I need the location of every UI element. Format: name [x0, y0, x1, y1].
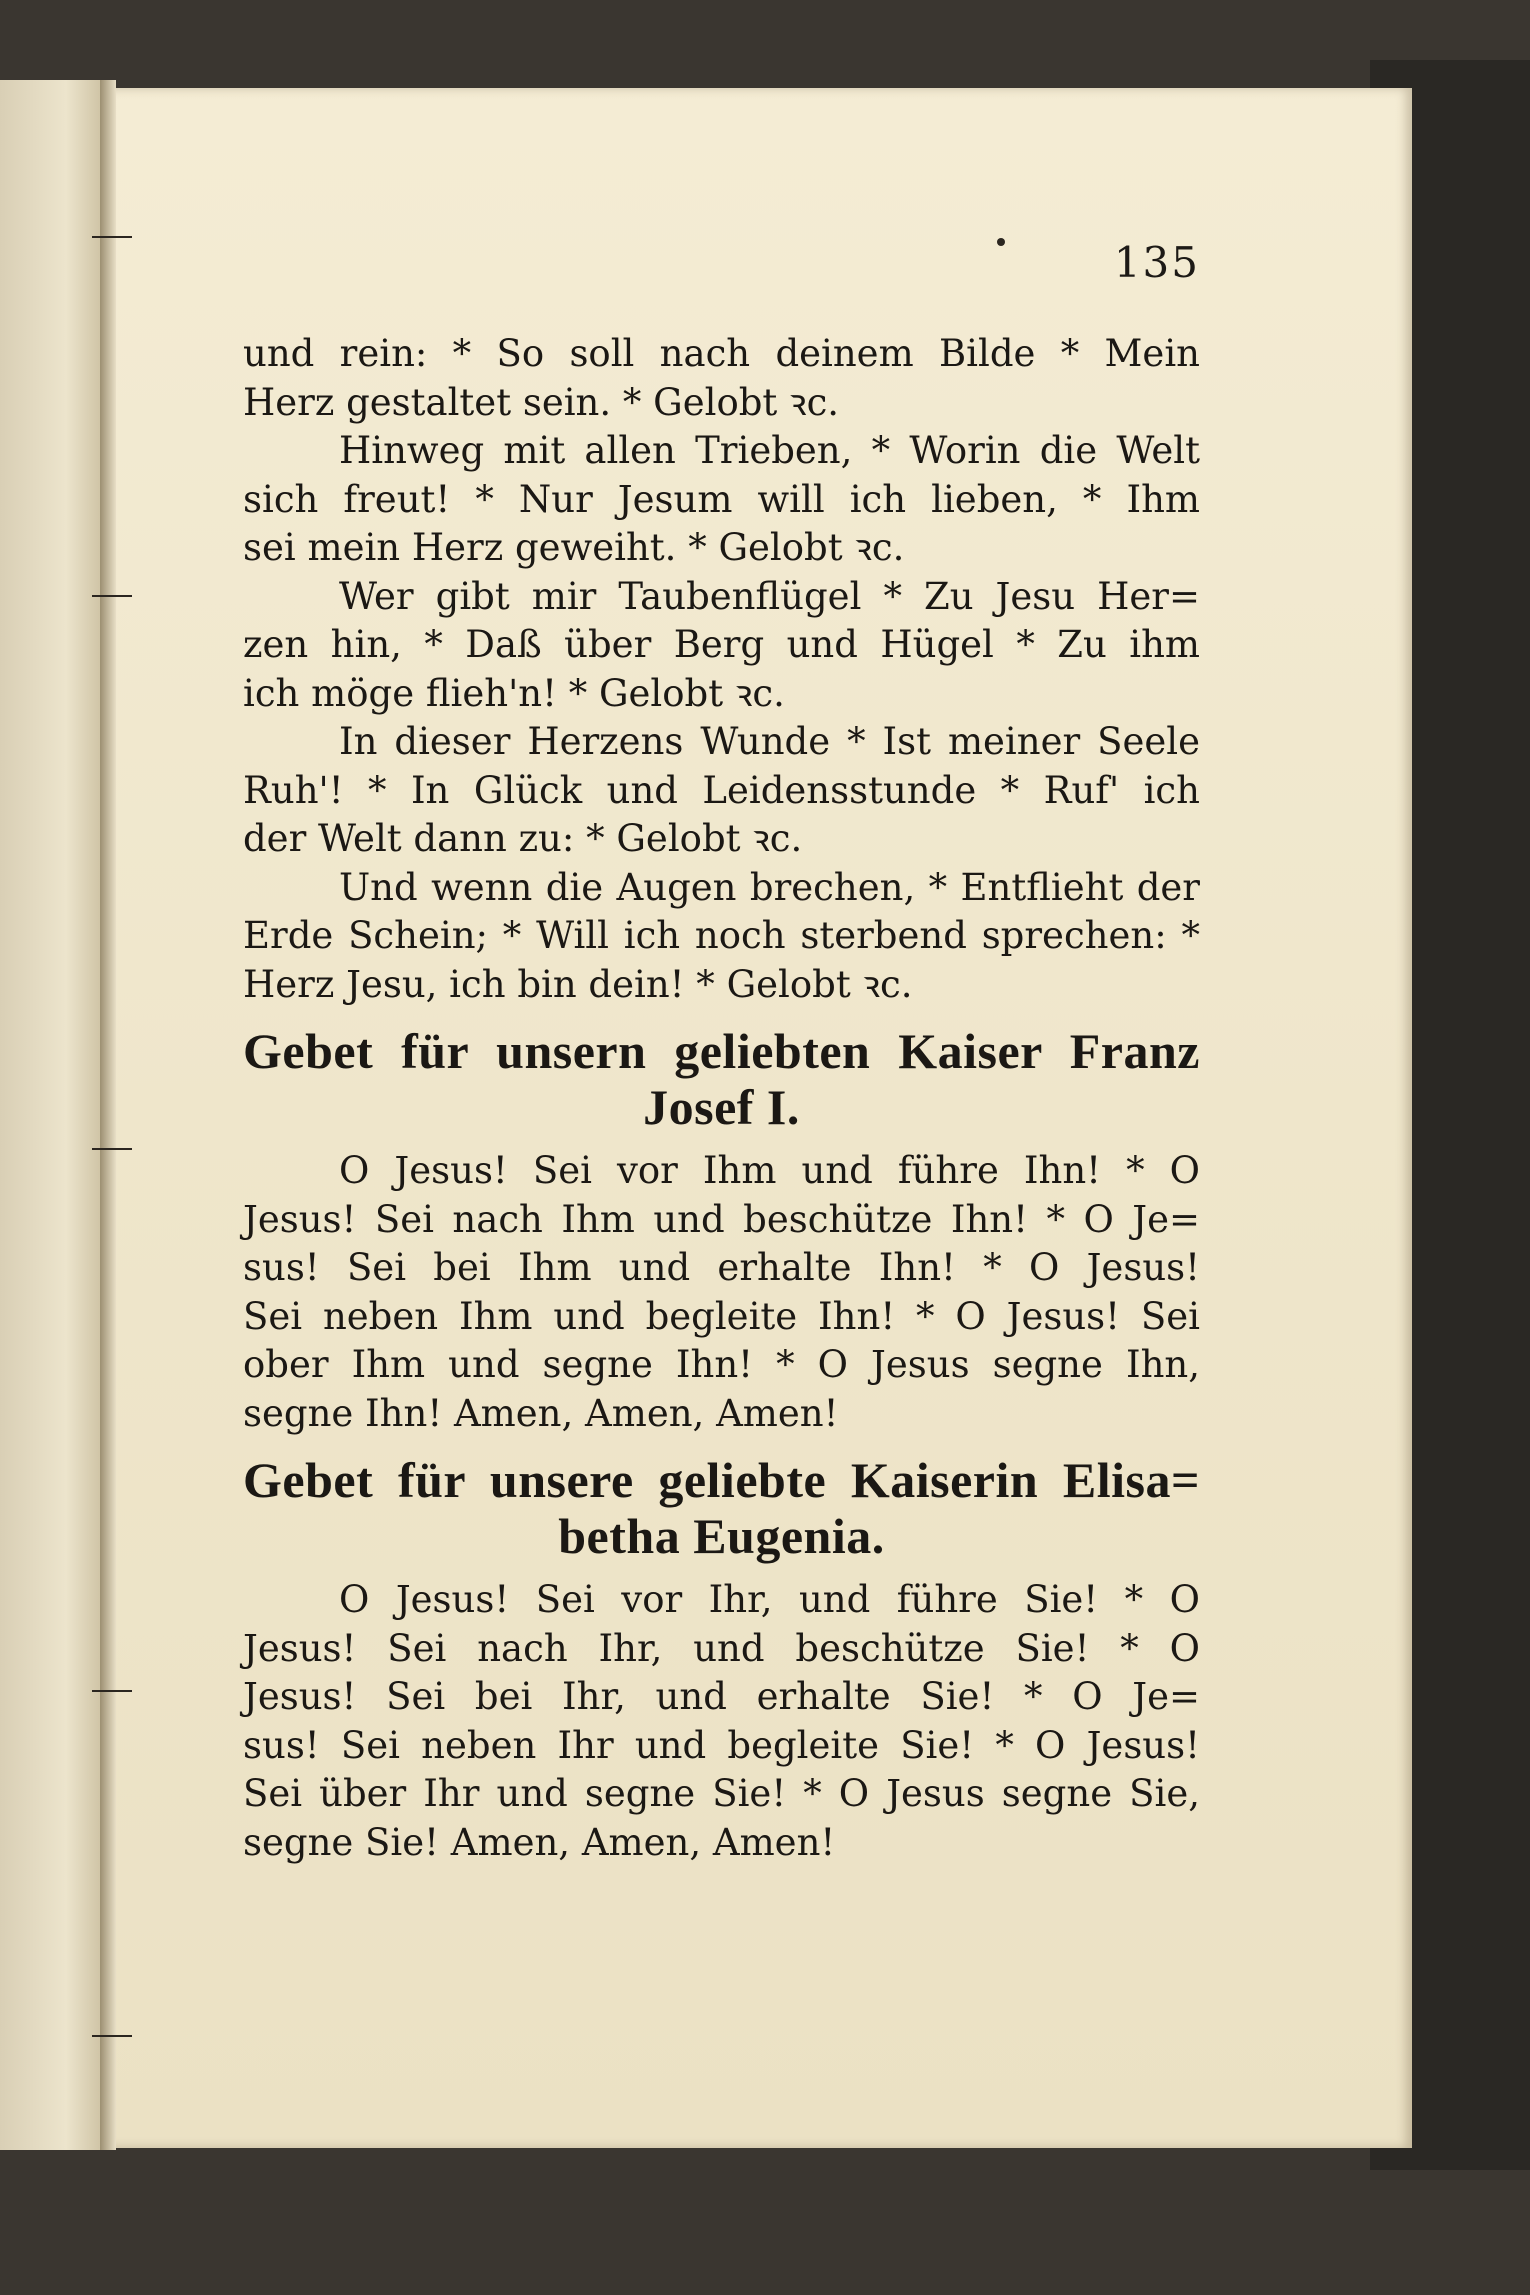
text-line: Hinweg mit allen Trieben, * Worin die Welt — [339, 429, 1200, 472]
text-line: Wer gibt mir Taubenflügel * Zu Jesu Her= — [339, 574, 1200, 618]
text-line: sus! Sei bei Ihm und erhalte Ihn! * O Jesus! — [243, 1246, 1200, 1289]
prayer-paragraph — [243, 1576, 1200, 1867]
text-line: Jesus! Sei nach Ihr, und beschütze Sie! * O — [243, 1626, 1200, 1670]
text-line: ober Ihm und segne Ihn! * O Jesus segne Ihn, — [243, 1343, 1200, 1386]
text-line: Sei über Ihr und segne Sie! * O Jesus segne Sie, — [243, 1772, 1200, 1815]
text-line: sei mein Herz geweiht. * Gelobt ꝛc. — [243, 526, 905, 569]
page-speck — [997, 238, 1005, 246]
text-line: O Jesus! Sei vor Ihm und führe Ihn! * O — [339, 1149, 1200, 1192]
text-line: ich möge flieh'n! * Gelobt ꝛc. — [243, 671, 785, 715]
book-gutter — [100, 80, 116, 2150]
text-line: Jesus! Sei nach Ihm und beschütze Ihn! * O Je= — [243, 1197, 1200, 1241]
text-line: sich freut! * Nur Jesum will ich lieben, * Ihm — [243, 477, 1200, 521]
heading-line: betha Eugenia. — [558, 1508, 885, 1564]
section-heading — [243, 1023, 1200, 1135]
binding-stitch — [92, 1148, 132, 1150]
text-line: Ruh'! * In Glück und Leidensstunde * Ruf' ich — [243, 768, 1200, 812]
text-line: der Welt dann zu: * Gelobt ꝛc. — [243, 817, 803, 860]
text-line: Sei neben Ihm und begleite Ihn! * O Jesus! Sei — [243, 1294, 1200, 1338]
stanza — [243, 718, 1200, 864]
text-line: zen hin, * Daß über Berg und Hügel * Zu ihm — [243, 623, 1200, 666]
page-number: 135 — [1113, 238, 1200, 287]
stanza — [243, 864, 1200, 1010]
text-line: und rein: * So soll nach deinem Bilde * Mein — [243, 332, 1200, 375]
stanza — [243, 330, 1200, 427]
section-heading — [243, 1452, 1200, 1564]
heading-line: Josef I. — [643, 1079, 800, 1135]
text-line: Jesus! Sei bei Ihr, und erhalte Sie! * O Je= — [243, 1675, 1200, 1718]
left-page-edge — [0, 80, 110, 2150]
text-line: In dieser Herzens Wunde * Ist meiner Seele — [339, 720, 1200, 763]
text-line: Herz Jesu, ich bin dein! * Gelobt ꝛc. — [243, 962, 913, 1006]
heading-line: Gebet für unsern geliebten Kaiser Franz — [243, 1023, 1200, 1079]
page-text — [243, 330, 1200, 1867]
text-line: segne Ihn! Amen, Amen, Amen! — [243, 1391, 839, 1435]
heading-line: Gebet für unsere geliebte Kaiserin Elisa= — [243, 1452, 1200, 1508]
stanza — [243, 573, 1200, 719]
text-line: Und wenn die Augen brechen, * Entflieht der — [339, 865, 1200, 909]
prayer-paragraph — [243, 1147, 1200, 1438]
binding-stitch — [92, 1690, 132, 1692]
text-line: sus! Sei neben Ihr und begleite Sie! * O Jesus! — [243, 1723, 1200, 1767]
binding-stitch — [92, 236, 132, 238]
binding-stitch — [92, 595, 132, 597]
text-line: O Jesus! Sei vor Ihr, und führe Sie! * O — [339, 1578, 1200, 1621]
stanza — [243, 427, 1200, 573]
text-line: Erde Schein; * Will ich noch sterbend sprechen: * — [243, 914, 1200, 957]
binding-stitch — [92, 2035, 132, 2037]
text-line: segne Sie! Amen, Amen, Amen! — [243, 1820, 836, 1864]
text-line: Herz gestaltet sein. * Gelobt ꝛc. — [243, 380, 840, 424]
